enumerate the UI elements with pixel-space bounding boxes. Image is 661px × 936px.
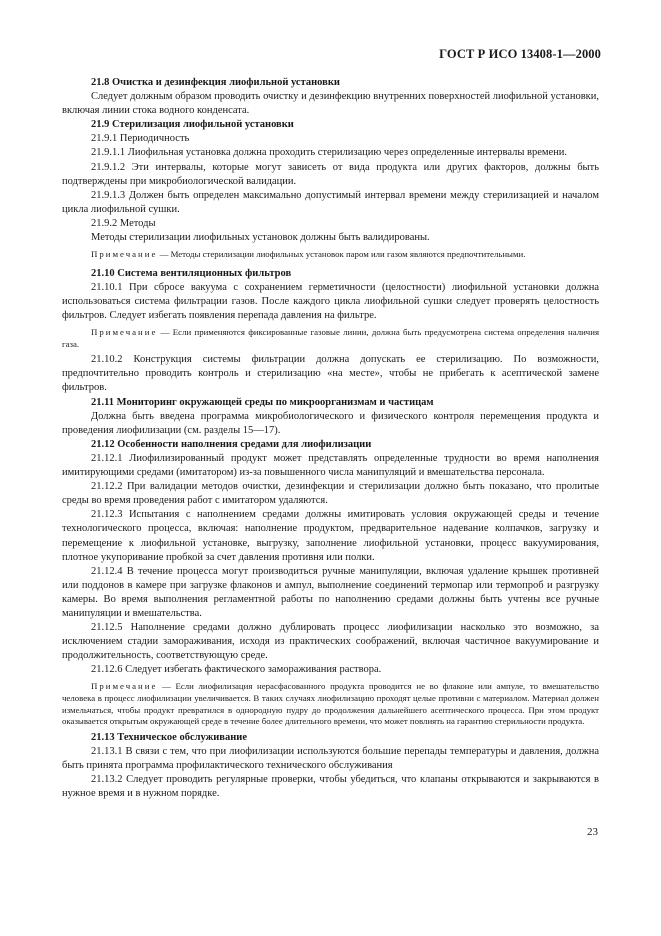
note (62, 681, 599, 727)
section-heading-21-11: 21.11 Мониторинг окружающей среды по микроорганизмам и частицам (91, 396, 434, 408)
paragraph: 21.9.2 Методы (91, 217, 156, 229)
paragraph: 21.9.1.3 Должен быть определен максимально допустимый интервал времени между стерилизацией и началом цикла лиофильной сушки. (62, 189, 599, 215)
paragraph: 21.12.6 Следует избегать фактического замораживания раствора. (91, 664, 382, 676)
paragraph: 21.9.1.2 Эти интервалы, которые могут зависеть от вида продукта или других факторов, должны быть подтверждены при микробиологической валидации. (62, 161, 599, 187)
section-heading-21-10: 21.10 Система вентиляционных фильтров (91, 267, 292, 279)
note (62, 327, 599, 350)
note-text: — Если лиофилизация нерасфасованного продукта проводится не во флаконе или ампуле, то вмешательство человека в процесс лиофилизации увеличивается. В таких случаях лиофилизацию проходят целые противни с материалом. Материал должен измельчаться, чтобы продукт превратился в однородную пудру до продолжения дальнейшего асептического процесса. При этом продукт оказывается открытым окружающей среде в течение более длительного времени, что может повлиять на гарантию стерильности продукта. (62, 681, 599, 727)
document-number-header: ГОСТ Р ИСО 13408-1—2000 (439, 47, 601, 61)
section-heading-21-9: 21.9 Стерилизация лиофильной установки (91, 119, 294, 131)
page-number: 23 (587, 826, 598, 838)
section-heading-21-8: 21.8 Очистка и дезинфекция лиофильной установки (91, 77, 340, 88)
section-heading-21-12: 21.12 Особенности наполнения средами для лиофилизации (91, 438, 372, 450)
paragraph: 21.12.4 В течение процесса могут производиться ручные манипуляции, включая удаление крышек противней или поддонов в камере при загрузке флаконов и ампул, выполнение соединений термопар или термопроб и разгрузку камеры. Во время выполнения регламентной работы по наполнению средами должны быть учтены все ручные манипуляции и вмешательства. (62, 565, 599, 619)
paragraph: 21.12.2 При валидации методов очистки, дезинфекции и стерилизации должно быть показано, что пролитые среды во время проведения работ с имитатором удаляются. (62, 481, 599, 507)
document-body (62, 76, 599, 801)
paragraph: Методы стерилизации лиофильных установок должны быть валидированы. (91, 232, 430, 244)
paragraph: 21.12.1 Лиофилизированный продукт может представлять определенные трудности во время наполнения имитирующими средами (имитатором) из-за повышенного числа манипуляций и вмешательства персонала. (62, 452, 599, 479)
note-text: — Методы стерилизации лиофильных установок паром или газом являются предпочтительными. (157, 249, 526, 260)
paragraph: Должна быть введена программа микробиологического и физического контроля перемещения продукта и проведения лиофилизации (см. разделы 15—17). (62, 410, 599, 436)
paragraph: 21.9.1 Периодичность (91, 133, 190, 145)
paragraph: 21.10.2 Конструкция системы фильтрации должна допускать ее стерилизацию. По возможности, предпочтительно проводить контроль и стерилизацию «на месте», чтобы не прибегать к асептической замене фильтров. (62, 354, 599, 394)
note (62, 249, 599, 261)
note-text: — Если применяются фиксированные газовые линии, должна быть предусмотрена система определения наличия газа. (62, 327, 599, 349)
paragraph: 21.13.1 В связи с тем, что при лиофилизации используются большие перепады температуры и давления, должна быть принята программа профилактического технического обслуживания (62, 745, 599, 771)
note-label: Примечание (91, 249, 158, 260)
paragraph: 21.9.1.1 Лиофильная установка должна проходить стерилизацию через определенные интервалы времени. (91, 147, 568, 159)
note-label: Примечание (91, 327, 158, 338)
note-label: Примечание (91, 681, 158, 692)
section-heading-21-13: 21.13 Техническое обслуживание (91, 731, 247, 743)
paragraph: 21.13.2 Следует проводить регулярные проверки, чтобы убедиться, что клапаны открываются и закрываются в нужное время и в нужном порядке. (62, 774, 599, 800)
paragraph: 21.12.3 Испытания с наполнением средами должны имитировать условия окружающей среды и течение технологического процесса, включая: наполнение продуктом, предварительное надевание колпачков, загрузку и перемещение к лиофильной установке, выгрузку, заполнение лиофильной установки, процесс вакуумирования, плотное укупоривание пробкой за счет давления противня или полки. (62, 509, 599, 563)
paragraph: Следует должным образом проводить очистку и дезинфекцию внутренних поверхностей лиофильной установки, включая линии стока водного конденсата. (62, 91, 599, 117)
paragraph: 21.10.1 При сбросе вакуума с сохранением герметичности (целостности) лиофильной установки должна использоваться система фильтрации газов. После каждого цикла лиофильной сушки следует проверять целостность фильтров. Следует избегать появления перепада давления на фильтре. (62, 281, 599, 321)
paragraph: 21.12.5 Наполнение средами должно дублировать процесс лиофилизации насколько это возможно, за исключением стадии замораживания, исходя из практических соображений, включая частичное вакуумирование и продолжительность, соответствующую среде. (62, 622, 599, 662)
